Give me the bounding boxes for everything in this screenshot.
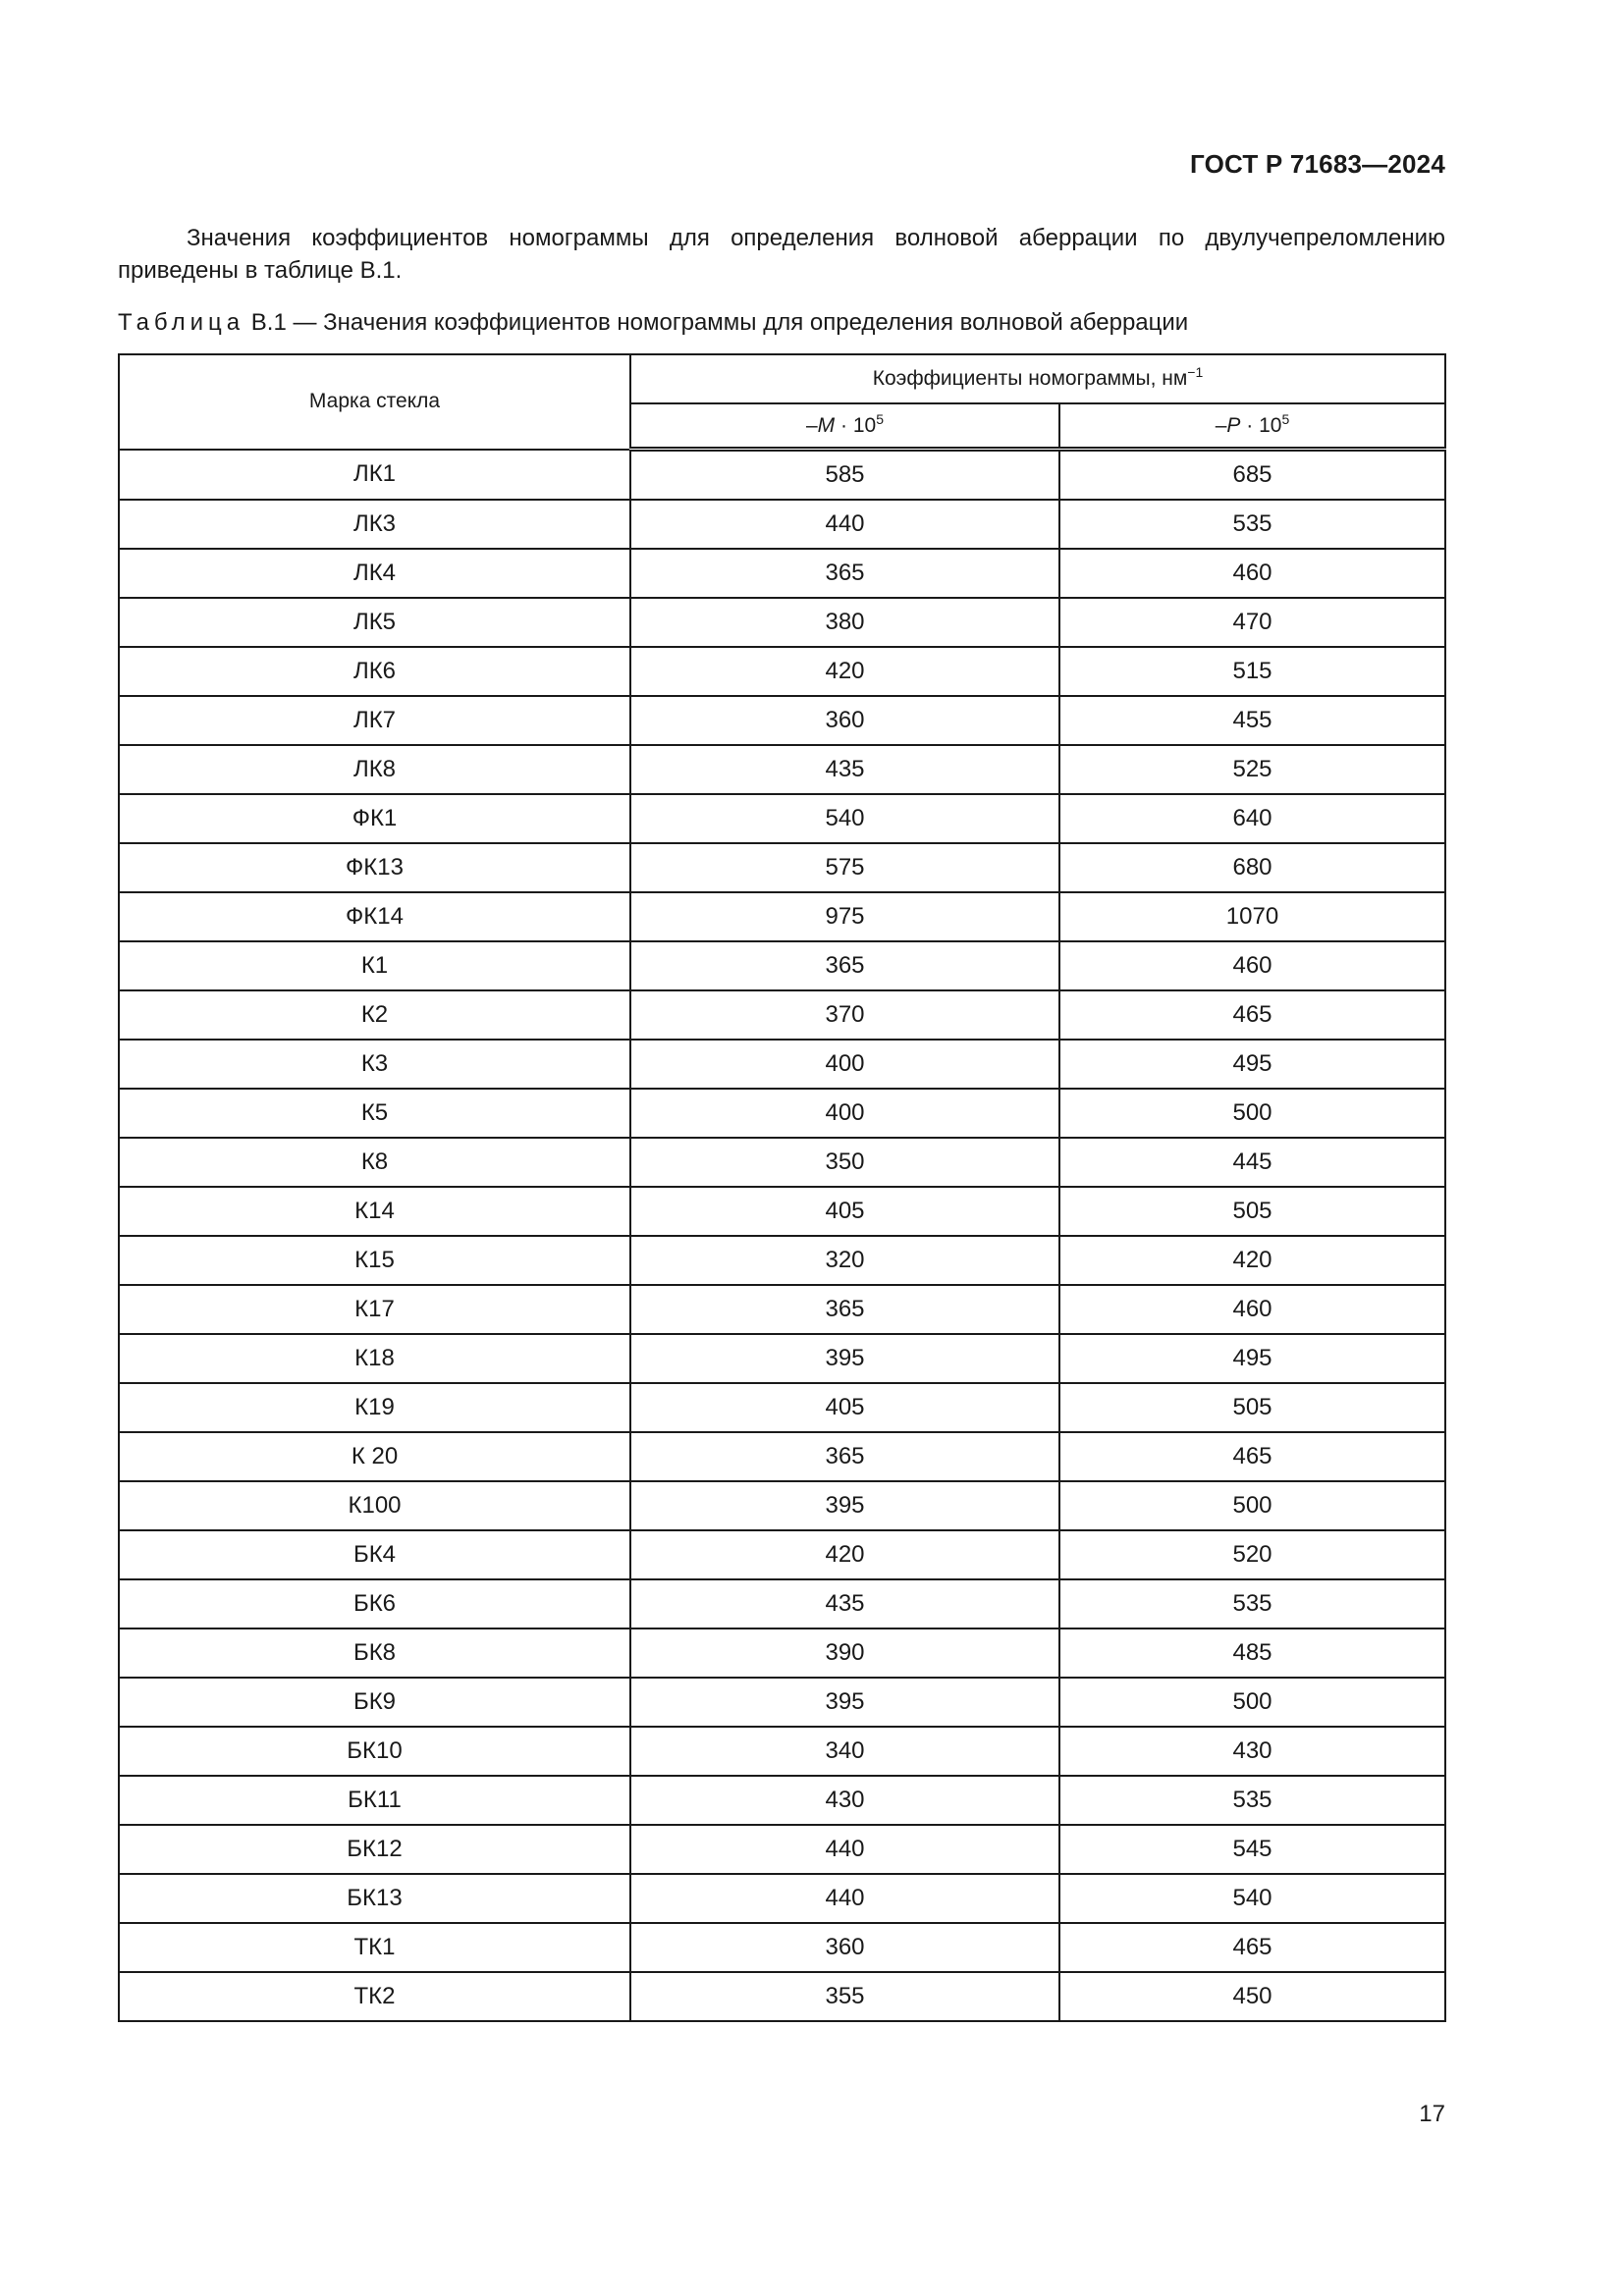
- table-row: [119, 1236, 1445, 1285]
- cell-m-value: 360: [630, 696, 1059, 745]
- cell-m-value: 400: [630, 1089, 1059, 1138]
- cell-glass-brand: К14: [119, 1187, 630, 1236]
- cell-p-value: 640: [1059, 794, 1445, 843]
- cell-p-value: 520: [1059, 1530, 1445, 1579]
- cell-m-value: 365: [630, 549, 1059, 598]
- cell-glass-brand: К19: [119, 1383, 630, 1432]
- table-row: [119, 1727, 1445, 1776]
- cell-p-value: 420: [1059, 1236, 1445, 1285]
- cell-p-value: 500: [1059, 1481, 1445, 1530]
- cell-glass-brand: ЛК8: [119, 745, 630, 794]
- header-p-prefix: –: [1215, 413, 1227, 437]
- cell-glass-brand: БК12: [119, 1825, 630, 1874]
- cell-m-value: 360: [630, 1923, 1059, 1972]
- header-m-prefix: –: [805, 413, 818, 437]
- table-row: [119, 1285, 1445, 1334]
- cell-m-value: 355: [630, 1972, 1059, 2021]
- cell-p-value: 445: [1059, 1138, 1445, 1187]
- table-row: [119, 892, 1445, 941]
- table-row: [119, 1040, 1445, 1089]
- cell-m-value: 390: [630, 1629, 1059, 1678]
- cell-glass-brand: ЛК5: [119, 598, 630, 647]
- cell-m-value: 540: [630, 794, 1059, 843]
- cell-p-value: 535: [1059, 1776, 1445, 1825]
- table-row: [119, 1874, 1445, 1923]
- cell-p-value: 465: [1059, 1923, 1445, 1972]
- header-p-var: P: [1226, 413, 1241, 437]
- cell-m-value: 400: [630, 1040, 1059, 1089]
- cell-p-value: 450: [1059, 1972, 1445, 2021]
- cell-m-value: 380: [630, 598, 1059, 647]
- cell-m-value: 365: [630, 1285, 1059, 1334]
- table-row: [119, 1629, 1445, 1678]
- cell-glass-brand: ФК14: [119, 892, 630, 941]
- cell-m-value: 430: [630, 1776, 1059, 1825]
- cell-p-value: 470: [1059, 598, 1445, 647]
- table-row: [119, 794, 1445, 843]
- standard-designation: ГОСТ Р 71683—2024: [1190, 149, 1445, 179]
- cell-glass-brand: ФК13: [119, 843, 630, 892]
- cell-p-value: 525: [1059, 745, 1445, 794]
- table-row: [119, 1432, 1445, 1481]
- cell-m-value: 435: [630, 1579, 1059, 1629]
- cell-m-value: 420: [630, 647, 1059, 696]
- cell-glass-brand: БК9: [119, 1678, 630, 1727]
- header-m-var: M: [817, 413, 836, 437]
- header-coefficients-label: Коэффициенты номограммы, нм: [872, 367, 1188, 390]
- cell-m-value: 975: [630, 892, 1059, 941]
- cell-p-value: 465: [1059, 1432, 1445, 1481]
- cell-m-value: 395: [630, 1678, 1059, 1727]
- header-m-sup: 5: [876, 410, 884, 427]
- table-row: [119, 1530, 1445, 1579]
- header-m-suffix: · 10: [835, 413, 877, 437]
- table-row: [119, 1678, 1445, 1727]
- cell-p-value: 535: [1059, 1579, 1445, 1629]
- table-row: [119, 1972, 1445, 2021]
- cell-m-value: 365: [630, 941, 1059, 990]
- cell-m-value: 575: [630, 843, 1059, 892]
- cell-p-value: 680: [1059, 843, 1445, 892]
- table-row: [119, 598, 1445, 647]
- cell-p-value: 545: [1059, 1825, 1445, 1874]
- table-row: [119, 1138, 1445, 1187]
- cell-m-value: 395: [630, 1334, 1059, 1383]
- table-row: [119, 1383, 1445, 1432]
- cell-glass-brand: К18: [119, 1334, 630, 1383]
- cell-glass-brand: БК6: [119, 1579, 630, 1629]
- cell-p-value: 460: [1059, 549, 1445, 598]
- table-row: [119, 941, 1445, 990]
- cell-p-value: 495: [1059, 1334, 1445, 1383]
- table-row: [119, 1481, 1445, 1530]
- cell-m-value: 440: [630, 500, 1059, 549]
- cell-p-value: 505: [1059, 1187, 1445, 1236]
- cell-m-value: 405: [630, 1383, 1059, 1432]
- cell-m-value: 405: [630, 1187, 1059, 1236]
- header-m: [630, 403, 1059, 450]
- table-row: [119, 1089, 1445, 1138]
- table-row: [119, 1187, 1445, 1236]
- cell-p-value: 460: [1059, 1285, 1445, 1334]
- cell-glass-brand: БК4: [119, 1530, 630, 1579]
- cell-p-value: 540: [1059, 1874, 1445, 1923]
- cell-p-value: 500: [1059, 1089, 1445, 1138]
- cell-glass-brand: ТК2: [119, 1972, 630, 2021]
- table-row: [119, 843, 1445, 892]
- cell-m-value: 365: [630, 1432, 1059, 1481]
- cell-glass-brand: БК8: [119, 1629, 630, 1678]
- table-row: [119, 745, 1445, 794]
- table-row: [119, 1579, 1445, 1629]
- cell-glass-brand: ЛК1: [119, 450, 630, 501]
- cell-glass-brand: К 20: [119, 1432, 630, 1481]
- table-row: [119, 1825, 1445, 1874]
- table-row: [119, 450, 1445, 501]
- page-number: 17: [1419, 2101, 1445, 2127]
- cell-m-value: 440: [630, 1874, 1059, 1923]
- header-glass-brand: Марка стекла: [119, 354, 630, 450]
- cell-p-value: 485: [1059, 1629, 1445, 1678]
- header-p-sup: 5: [1281, 410, 1290, 427]
- cell-p-value: 685: [1059, 450, 1445, 501]
- cell-glass-brand: ЛК6: [119, 647, 630, 696]
- cell-glass-brand: БК13: [119, 1874, 630, 1923]
- cell-m-value: 435: [630, 745, 1059, 794]
- cell-m-value: 370: [630, 990, 1059, 1040]
- coefficients-table: [118, 353, 1446, 2022]
- cell-p-value: 455: [1059, 696, 1445, 745]
- cell-glass-brand: ЛК4: [119, 549, 630, 598]
- cell-m-value: 320: [630, 1236, 1059, 1285]
- cell-m-value: 420: [630, 1530, 1059, 1579]
- cell-p-value: 460: [1059, 941, 1445, 990]
- intro-paragraph: Значения коэффициентов номограммы для определения волновой аберрации по двулучепреломлению приведены в таблице В.1.: [118, 225, 1445, 284]
- cell-p-value: 515: [1059, 647, 1445, 696]
- cell-glass-brand: ТК1: [119, 1923, 630, 1972]
- cell-p-value: 505: [1059, 1383, 1445, 1432]
- header-coefficients: [630, 354, 1445, 403]
- cell-glass-brand: К17: [119, 1285, 630, 1334]
- header-p: [1059, 403, 1445, 450]
- header-p-suffix: · 10: [1240, 413, 1282, 437]
- cell-p-value: 465: [1059, 990, 1445, 1040]
- cell-glass-brand: К2: [119, 990, 630, 1040]
- table-row: [119, 696, 1445, 745]
- table-row: [119, 1334, 1445, 1383]
- table-row: [119, 1776, 1445, 1825]
- cell-p-value: 495: [1059, 1040, 1445, 1089]
- cell-glass-brand: К5: [119, 1089, 630, 1138]
- cell-p-value: 430: [1059, 1727, 1445, 1776]
- cell-glass-brand: К15: [119, 1236, 630, 1285]
- cell-m-value: 350: [630, 1138, 1059, 1187]
- cell-glass-brand: К1: [119, 941, 630, 990]
- cell-glass-brand: К8: [119, 1138, 630, 1187]
- cell-m-value: 340: [630, 1727, 1059, 1776]
- cell-m-value: 585: [630, 450, 1059, 501]
- cell-m-value: 395: [630, 1481, 1059, 1530]
- table-row: [119, 1923, 1445, 1972]
- table-caption: [118, 309, 1188, 337]
- cell-glass-brand: К3: [119, 1040, 630, 1089]
- cell-glass-brand: БК10: [119, 1727, 630, 1776]
- cell-glass-brand: БК11: [119, 1776, 630, 1825]
- cell-glass-brand: К100: [119, 1481, 630, 1530]
- cell-p-value: 500: [1059, 1678, 1445, 1727]
- table-row: [119, 647, 1445, 696]
- header-coefficients-sup: −1: [1187, 364, 1204, 380]
- cell-glass-brand: ЛК7: [119, 696, 630, 745]
- cell-glass-brand: ЛК3: [119, 500, 630, 549]
- cell-glass-brand: ФК1: [119, 794, 630, 843]
- table-row: [119, 990, 1445, 1040]
- table-caption-prefix: Таблица: [118, 309, 245, 336]
- cell-p-value: 535: [1059, 500, 1445, 549]
- table-caption-text: В.1 — Значения коэффициентов номограммы для определения волновой аберрации: [244, 309, 1189, 336]
- table-row: [119, 549, 1445, 598]
- cell-m-value: 440: [630, 1825, 1059, 1874]
- table-row: [119, 500, 1445, 549]
- cell-p-value: 1070: [1059, 892, 1445, 941]
